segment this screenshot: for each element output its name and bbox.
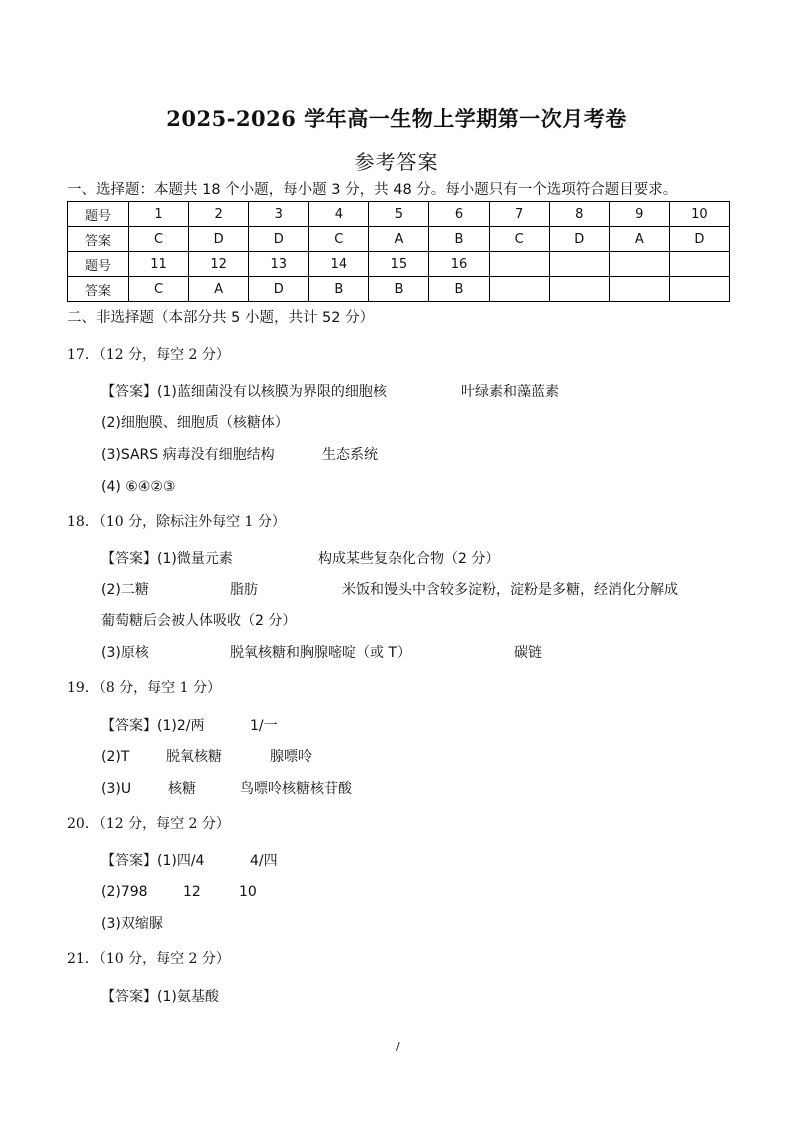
question-number-cell: 10 bbox=[669, 202, 729, 227]
answer-cell: A bbox=[369, 227, 429, 252]
question-number-cell: 3 bbox=[249, 202, 309, 227]
empty-cell bbox=[609, 277, 669, 302]
answer-cell: B bbox=[429, 277, 489, 302]
row-label: 答案 bbox=[68, 227, 129, 252]
q19-answer-3a: (3)U bbox=[101, 781, 132, 797]
q18-answer-3a: (3)原核 bbox=[101, 645, 149, 661]
answer-cell: C bbox=[489, 227, 549, 252]
row-label: 题号 bbox=[68, 252, 129, 277]
answer-cell: D bbox=[669, 227, 729, 252]
q20-heading: 20．（12 分，每空 2 分） bbox=[67, 816, 230, 832]
q18-answer-1b: 构成某些复杂化合物（2 分） bbox=[318, 551, 500, 567]
section-choice-heading: 一、选择题：本题共 18 个小题，每小题 3 分，共 48 分。每小题只有一个选项符合题目要求。 bbox=[67, 182, 678, 198]
question-number-cell: 6 bbox=[429, 202, 489, 227]
q19-answer-1b: 1/一 bbox=[250, 718, 278, 734]
table-row bbox=[68, 227, 730, 252]
table-row bbox=[68, 252, 730, 277]
question-number-cell: 16 bbox=[429, 252, 489, 277]
q17-answer-3b: 生态系统 bbox=[322, 447, 378, 463]
answer-table bbox=[67, 201, 730, 302]
question-number-cell: 1 bbox=[129, 202, 189, 227]
q17-answer-3a: (3)SARS 病毒没有细胞结构 bbox=[101, 447, 275, 463]
q18-answer-3c: 碳链 bbox=[514, 645, 542, 661]
answer-cell: D bbox=[249, 277, 309, 302]
q17-heading: 17．（12 分，每空 2 分） bbox=[67, 347, 230, 363]
q18-answer-2c: 米饭和馒头中含较多淀粉，淀粉是多糖，经消化分解成 bbox=[342, 582, 678, 598]
question-number-cell: 8 bbox=[549, 202, 609, 227]
answer-cell: D bbox=[549, 227, 609, 252]
page-footer: / bbox=[396, 1040, 400, 1053]
answer-cell: A bbox=[189, 277, 249, 302]
q18-heading: 18．（10 分，除标注外每空 1 分） bbox=[67, 514, 286, 530]
answer-cell: C bbox=[309, 227, 369, 252]
row-label: 题号 bbox=[68, 202, 129, 227]
question-number-cell: 13 bbox=[249, 252, 309, 277]
q21-answer-1: 【答案】(1)氨基酸 bbox=[101, 989, 219, 1005]
q19-answer-2c: 腺嘌呤 bbox=[270, 749, 312, 765]
table-row bbox=[68, 277, 730, 302]
q17-answer-4: (4) ⑥④②③ bbox=[101, 479, 176, 495]
empty-cell bbox=[549, 277, 609, 302]
q17-answer-2: (2)细胞膜、细胞质（核糖体） bbox=[101, 415, 289, 431]
q20-answer-2c: 10 bbox=[239, 884, 257, 900]
q20-answer-3: (3)双缩脲 bbox=[101, 916, 163, 932]
q17-answer-1a: 【答案】(1)蓝细菌没有以核膜为界限的细胞核 bbox=[101, 384, 387, 400]
q19-answer-3c: 鸟嘌呤核糖核苷酸 bbox=[240, 781, 352, 797]
empty-cell bbox=[549, 252, 609, 277]
question-number-cell: 9 bbox=[609, 202, 669, 227]
q20-answer-1b: 4/四 bbox=[250, 853, 278, 869]
answer-cell: C bbox=[129, 227, 189, 252]
q18-answer-2b: 脂肪 bbox=[230, 582, 258, 598]
question-number-cell: 4 bbox=[309, 202, 369, 227]
answer-cell: D bbox=[189, 227, 249, 252]
question-number-cell: 12 bbox=[189, 252, 249, 277]
q20-answer-2a: (2)798 bbox=[101, 884, 148, 900]
question-number-cell: 11 bbox=[129, 252, 189, 277]
empty-cell bbox=[489, 277, 549, 302]
q18-answer-2d: 葡萄糖后会被人体吸收（2 分） bbox=[101, 613, 297, 629]
q19-heading: 19．（8 分，每空 1 分） bbox=[67, 680, 221, 696]
q18-answer-3b: 脱氧核糖和胸腺嘧啶（或 T） bbox=[230, 645, 412, 661]
question-number-cell: 7 bbox=[489, 202, 549, 227]
empty-cell bbox=[669, 252, 729, 277]
q20-answer-2b: 12 bbox=[183, 884, 201, 900]
answer-cell: B bbox=[429, 227, 489, 252]
empty-cell bbox=[489, 252, 549, 277]
question-number-cell: 2 bbox=[189, 202, 249, 227]
question-number-cell: 5 bbox=[369, 202, 429, 227]
question-number-cell: 14 bbox=[309, 252, 369, 277]
empty-cell bbox=[669, 277, 729, 302]
question-number-cell: 15 bbox=[369, 252, 429, 277]
answer-cell: C bbox=[129, 277, 189, 302]
answer-cell: A bbox=[609, 227, 669, 252]
empty-cell bbox=[609, 252, 669, 277]
answer-cell: B bbox=[369, 277, 429, 302]
row-label: 答案 bbox=[68, 277, 129, 302]
table-row bbox=[68, 202, 730, 227]
section-nonchoice-heading: 二、非选择题（本部分共 5 小题，共计 52 分） bbox=[67, 310, 375, 326]
page-subtitle: 参考答案 bbox=[354, 150, 439, 174]
q17-answer-1b: 叶绿素和藻蓝素 bbox=[461, 384, 559, 400]
q19-answer-2a: (2)T bbox=[101, 749, 130, 765]
answer-cell: D bbox=[249, 227, 309, 252]
answer-cell: B bbox=[309, 277, 369, 302]
q19-answer-1a: 【答案】(1)2/两 bbox=[101, 718, 205, 734]
q19-answer-2b: 脱氧核糖 bbox=[166, 749, 222, 765]
page-title: 2025-2026 学年高一生物上学期第一次月考卷 bbox=[166, 106, 627, 131]
q21-heading: 21．（10 分，每空 2 分） bbox=[67, 951, 230, 967]
q19-answer-3b: 核糖 bbox=[168, 781, 196, 797]
q18-answer-2a: (2)二糖 bbox=[101, 582, 149, 598]
q20-answer-1a: 【答案】(1)四/4 bbox=[101, 853, 205, 869]
q18-answer-1a: 【答案】(1)微量元素 bbox=[101, 551, 233, 567]
